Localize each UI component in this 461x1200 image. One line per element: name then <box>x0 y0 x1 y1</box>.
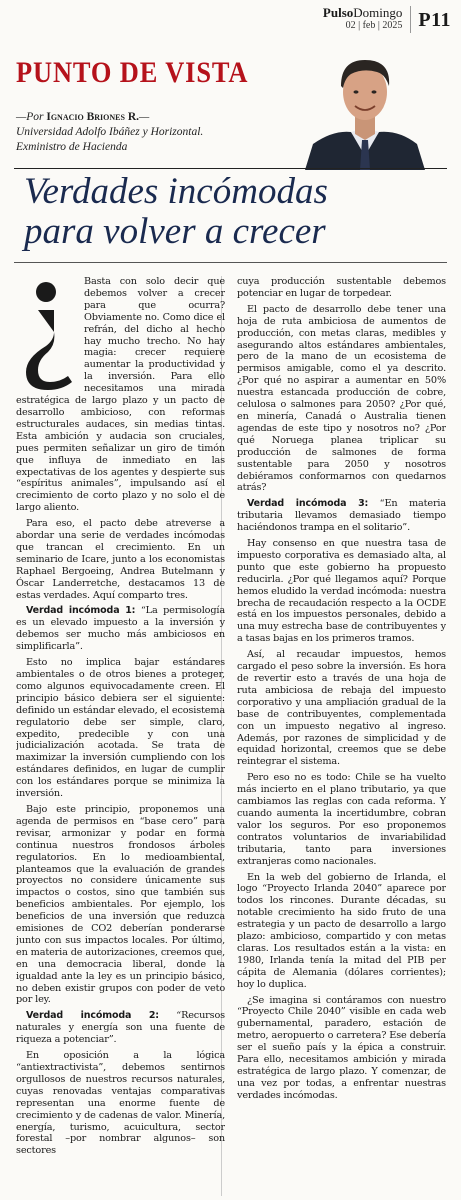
paragraph: Bajo este principio, proponemos una agenda de permisos en “base cero” para revisar, armonizar y podar en forma continua nuestros frondosos árboles regulatorios. En lo medioambiental, planteamos que la evaluación de grandes proyectos no considere únicamente sus impactos o costos, sino que también sus beneficios ambientales. Por ejemplo, los beneficios de una inversión que reduzca emisiones de CO2 deberían ponderarse junto con sus impactos locales. Por último, en materia de autorizaciones, creemos que, en una democracia liberal, donde la igualdad ante la ley es un principio básico, no deben existir grupos con poder de veto por ley. <box>16 803 225 1006</box>
headline-line-2: para volver a crecer <box>24 211 326 252</box>
paragraph: Hay consenso en que nuestra tasa de impuesto corporativa es demasiado alta, al punto que este gobierno ha propuesto reducirla. ¿Por qué llegamos aquí? Porque hemos eludido la verdad incómoda: nuestra brecha de recaudación respecto a la OCDE está en los impuestos personales, debido a una muy estrecha base de contribuyentes y a tasas bajas en los primeros tramos. <box>237 538 446 645</box>
masthead-brand-block <box>323 6 411 33</box>
author-role: Exministro de Hacienda <box>16 141 128 153</box>
header-rule <box>14 168 447 169</box>
paragraph: Esto no implica bajar estándares ambientales o de otros bienes a proteger, como algunos equivocadamente creen. El principio básico debiera ser el siguiente: definido un estándar elevado, el ecosistema regulatorio debe ser simple, claro, expedito, predecible y con una judicialización acotada. Se trata de maximizar la inversión cumpliendo con los estándares definidos, en lugar de cumplir con los estándares porque se minimiza la inversión. <box>16 657 225 800</box>
verdad-text: “La permisología es un elevado impuesto a la inversión y debemos ser mucho más ambiciosos en simplificarla”. <box>16 605 225 653</box>
portrait-svg <box>305 52 425 170</box>
verdad-text: “Recursos naturales y energía son una fuente de riqueza a potenciar”. <box>16 1010 225 1046</box>
headline <box>24 172 444 252</box>
paragraph: Para eso, el pacto debe atreverse a abordar una serie de verdades incómodas que trancan el crecimiento. En un seminario de Icare, junto a los economistas Raphael Bergoeing, Andrea Butelmann y Óscar Landerretche, destacamos 13 de estas verdades. Aquí comparto tres. <box>16 518 225 601</box>
brand-bold: Pulso <box>322 5 354 20</box>
column-left <box>16 276 225 1200</box>
page-number: P11 <box>418 9 451 31</box>
verdad-label: Verdad incómoda 2: <box>26 1010 159 1022</box>
headline-rule <box>14 262 447 263</box>
headline-line-1: Verdades incómodas <box>24 171 328 212</box>
paragraph: Pero eso no es todo: Chile se ha vuelto más incierto en el plano tributario, ya que cambiamos las reglas con cada reforma. Y cuando aumenta la incertidumbre, cobran valor los seguros. Por eso proponemos contratos voluntarios de invariabilidad tributaria, tanto para inversiones extranjeras como nacionales. <box>237 772 446 867</box>
paragraph-verdad-2 <box>16 1010 225 1046</box>
masthead <box>323 6 451 36</box>
paragraph: ¿Se imagina si contáramos con nuestro “Proyecto Chile 2040” visible en cada web gubernamental, paradero, estación de metro, aeropuerto o carretera? Ese debería ser el sueño país y la épica a construir. Para ello, necesitamos ambición y mirada estratégica de largo plazo. Y comenzar, de una vez por todas, a enfrentar nuestras verdades incómodas. <box>237 994 446 1101</box>
masthead-brand <box>323 6 402 19</box>
brand-light: Domingo <box>353 5 403 20</box>
author-line <box>16 110 306 125</box>
verdad-text: “En materia tributaria llevamos demasiado tiempo haciéndonos trampa en el solitario”. <box>237 498 446 534</box>
paragraph: El pacto de desarrollo debe tener una hoja de ruta ambiciosa de aumentos de producción, con metas claras, medibles y asegurando altos estándares ambientales, pero de la mano de un ecosistema de permisos amigable, como el ya descrito. ¿Por qué no aspirar a aumentar en 50% nuestra estancada producción de cobre, celulosa o salmones para 2050? ¿Por qué, en minería, Canadá o Australia tienen agendas de este tipo y nosotros no? ¿Por qué Noruega planea triplicar su producción de salmones de forma sustentable para 2050 y nosotros debiéramos conformarnos con quedarnos atrás? <box>237 303 446 494</box>
author-byline <box>16 110 306 155</box>
dropcap-svg <box>16 280 76 395</box>
author-portrait-icon <box>305 52 425 170</box>
verdad-label: Verdad incómoda 1: <box>26 605 136 617</box>
paragraph: En oposición a la lógica “antiextractivista”, debemos sentirnos orgullosos de nuestros recursos naturales, cuyas renovadas ventajas comparativas representan una enorme fuente de crecimiento y de cadenas de valor. Minería, energía, turismo, acuicultura, sector forestal –por nombrar algunos– son sectores <box>16 1050 225 1157</box>
verdad-label: Verdad incómoda 3: <box>247 498 369 510</box>
author-suffix: — <box>139 111 150 123</box>
article-body <box>16 276 446 1200</box>
paragraph-verdad-1 <box>16 605 225 653</box>
paragraph: Así, al recaudar impuestos, hemos cargado el peso sobre la inversión. Es hora de revertir esto a través de una hoja de ruta ambiciosa de rebaja del impuesto corporativo y una ampliación gradual de la base de contribuyentes, complementada con un impuesto negativo al ingreso. Además, por razones de simplicidad y de equidad horizontal, creemos que se debe reintegrar el sistema. <box>237 649 446 768</box>
dropcap-question-icon <box>16 280 76 395</box>
paragraph: En la web del gobierno de Irlanda, el logo “Proyecto Irlanda 2040” aparece por todos los rincones. Durante décadas, su notable crecimiento ha sido fruto de una estrategia y un pacto de desarrollo a largo plazo: ambicioso, compartido y con metas claras. Los resultados están a la vista: en 1980, Irlanda tenía la mitad del PIB per cápita de Alemania (dólares corrientes); hoy lo duplica. <box>237 871 446 990</box>
paragraph-text: Basta con solo decir que debemos volver a crecer para que ocurra? Obviamente no. Como dice el refrán, del dicho al hecho hay mucho trecho. No hay magia: crecer requiere aumentar la productividad y la inversión. Para ello necesitamos una mirada estratégica de largo plazo y un pacto de desarrollo ambicioso, con reformas estructurales audaces, sin medias tintas. Esta ambición y audacia son cruciales, pues permiten señalizar un giro de timón que influya de inmediato en las expectativas de los agentes y despierte sus “espíritus animales”, impulsando así el crecimiento de corto plazo y no solo el de largo aliento. <box>16 276 225 514</box>
author-prefix: —Por <box>16 111 44 123</box>
author-name: Ignacio Briones R. <box>46 111 140 123</box>
paragraph-lead <box>16 276 225 514</box>
author-affiliation: Universidad Adolfo Ibáñez y Horizontal. <box>16 126 204 138</box>
column-right <box>237 276 446 1200</box>
paragraph-verdad-3 <box>237 498 446 534</box>
issue-date: 02 | feb | 2025 <box>345 20 403 31</box>
section-title: PUNTO DE VISTA <box>16 56 249 89</box>
paragraph: cuya producción sustentable debemos potenciar en lugar de torpedear. <box>237 276 446 299</box>
